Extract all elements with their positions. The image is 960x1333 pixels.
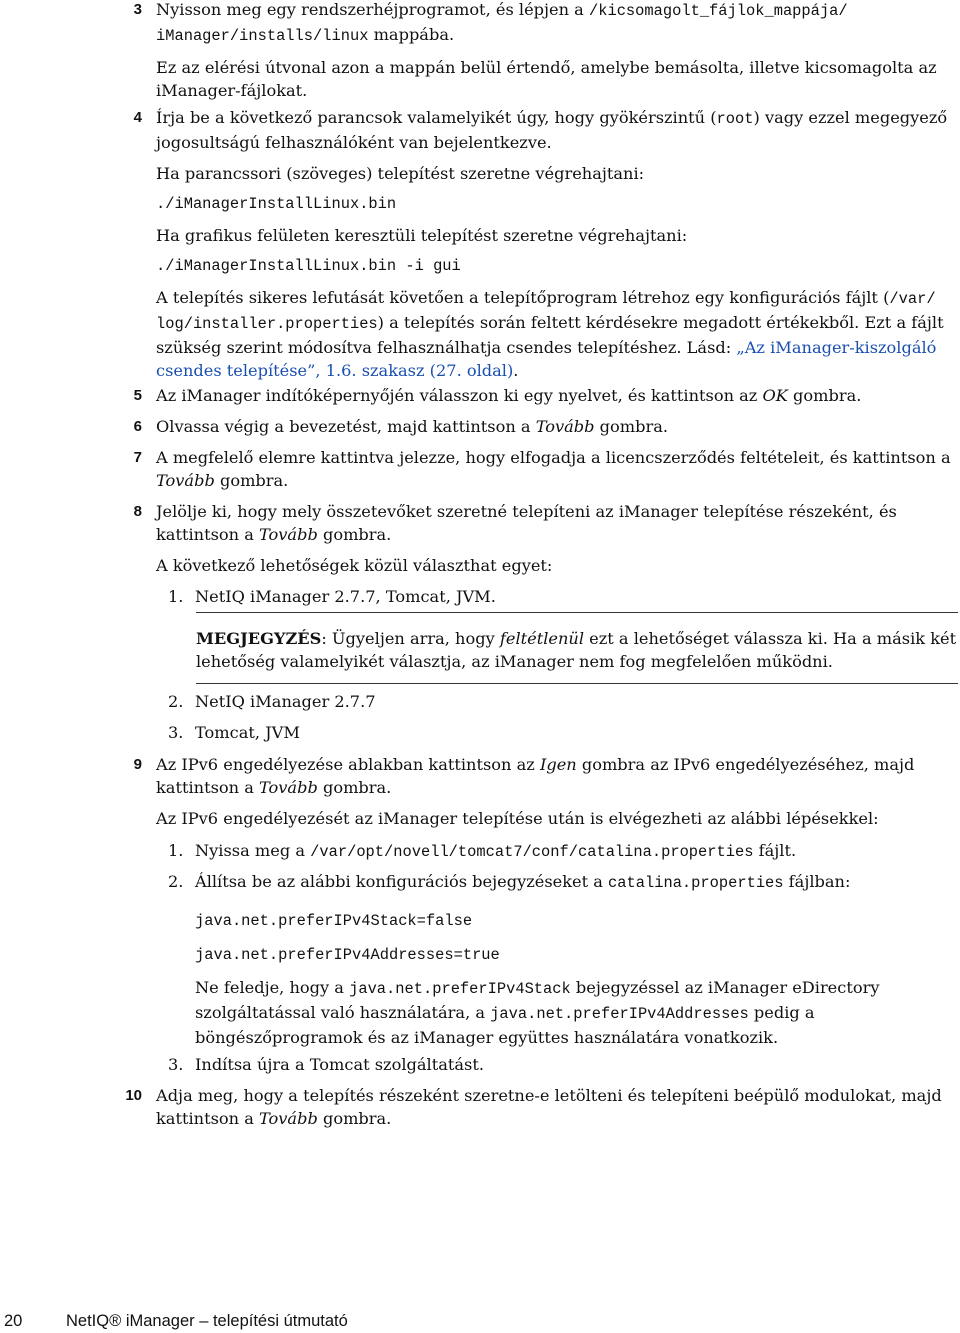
step-4-instruction: Írja be a következő parancsok valamelyikét úgy, hogy gyökérszintű (root) vagy ezzel megegyező jogosultságú felhasználóként van bejelentkezve.: [156, 108, 948, 152]
silent-install-link[interactable]: „Az iManager-kiszolgáló csendes telepítése”, 1.6. szakasz (27. oldal): [156, 338, 937, 380]
ok-button-ref: OK: [762, 386, 788, 405]
path-code: iManager/installs/linux: [156, 27, 369, 45]
step-number: 4: [133, 109, 142, 126]
step-number: 6: [133, 418, 142, 435]
config-line-1: java.net.preferIPv4Stack=false: [195, 912, 473, 930]
next-button-ref: Tovább: [535, 417, 595, 436]
step-number: 5: [133, 387, 142, 404]
step-body: Az IPv6 engedélyezése ablakban kattintson az Igen gombra az IPv6 engedélyezéséhez, majd kattintson a Tovább gombra. Az IPv6 engedélyezését az iManager telepítése után is elvégezheti az alábbi lépésekkel:: [156, 753, 954, 830]
page-footer: [0, 1310, 960, 1331]
path-code: /kicsomagolt_fájlok_mappája/: [588, 2, 848, 20]
ipv6-after-text: Az IPv6 engedélyezését az iManager telepítése után is elvégezheti az alábbi lépésekkel:: [156, 809, 879, 828]
step-3-instruction: Nyisson meg egy rendszerhéjprogramot, és lépjen a /kicsomagolt_fájlok_mappája/ iManager/installs/linux mappába.: [156, 0, 848, 45]
next-button-ref: Tovább: [259, 525, 318, 544]
step-body: [156, 106, 954, 382]
config-line-2: java.net.preferIPv4Addresses=true: [195, 946, 500, 964]
step-body: [156, 0, 954, 102]
next-button-ref: Tovább: [259, 778, 318, 797]
catalina-file: catalina.properties: [608, 874, 784, 892]
catalina-path: /var/opt/novell/tomcat7/conf/catalina.properties: [310, 843, 754, 861]
next-button-ref: Tovább: [259, 1109, 318, 1128]
step-number: 8: [133, 503, 142, 520]
step-number: 10: [125, 1087, 142, 1104]
footer-title: NetIQ® iManager – telepítési útmutató: [66, 1312, 348, 1330]
note-label: MEGJEGYZÉS: [196, 629, 322, 648]
step-body: Az iManager indítóképernyőjén válasszon ki egy nyelvet, és kattintson az OK gombra.: [156, 386, 862, 405]
step-body: Olvassa végig a bevezetést, majd kattintson a Tovább gombra.: [156, 417, 669, 436]
gui-label: Ha grafikus felületen keresztüli telepítést szeretne végrehajtani:: [156, 226, 688, 245]
step-body: Jelölje ki, hogy mely összetevőket szeretné telepíteni az iManager telepítése részeként, és kattintson a Tovább gombra. A következő lehetőségek közül választhat egyet:: [156, 500, 954, 577]
remember-paragraph: Ne feledje, hogy a java.net.preferIPv4Stack bejegyzéssel az iManager eDirectory szolgáltatással való használatára, a java.net.preferIPv4Addresses pedig a böngészőprogramok és az iManager együttes használatára vonatkozik.: [195, 978, 880, 1047]
step-3-note: Ez az elérési útvonal azon a mappán belül értendő, amelybe bemásolta, illetve kicsomagolta az iManager-fájlokat.: [156, 58, 937, 100]
cli-command: ./iManagerInstallLinux.bin: [156, 195, 397, 213]
root-code: root: [716, 110, 754, 128]
note-box: MEGJEGYZÉS: Ügyeljen arra, hogy feltétlenül ezt a lehetőséget válassza ki. Ha a másik két lehetőség valamelyikét választja, az iManager nem fog megfelelően működni.: [196, 612, 958, 684]
step-number: 9: [133, 756, 142, 773]
step-number: 3: [133, 1, 142, 18]
config-paragraph: A telepítés sikeres lefutását követően a telepítőprogram létrehoz egy konfigurációs fájlt (/var/ log/installer.properties) a telepítés során feltett kérdésekre megadott értékekből. Ezt a fájlt szükség szerint módosítva felhasználhatja csendes telepítéshez. Lásd: „Az iManager-kiszolgáló csendes telepítése”, 1.6. szakasz (27. oldal).: [156, 288, 944, 380]
yes-button-ref: Igen: [539, 755, 577, 774]
config-path: /var/: [889, 290, 936, 308]
page-number: 20: [4, 1312, 23, 1330]
next-button-ref: Tovább: [156, 471, 215, 490]
config-path: log/installer.properties: [156, 315, 378, 333]
step-body: Adja meg, hogy a telepítés részeként szeretne-e letölteni és telepíteni beépülő modulokat, majd kattintson a Tovább gombra.: [156, 1086, 942, 1128]
gui-command: ./iManagerInstallLinux.bin -i gui: [156, 257, 461, 275]
step-body: A megfelelő elemre kattintva jelezze, hogy elfogadja a licencszerződés feltételeit, és kattintson a Tovább gombra.: [156, 448, 951, 490]
step-number: 7: [133, 449, 142, 466]
cli-label: Ha parancssori (szöveges) telepítést szeretne végrehajtani:: [156, 164, 645, 183]
options-intro: A következő lehetőségek közül választhat egyet:: [156, 556, 553, 575]
